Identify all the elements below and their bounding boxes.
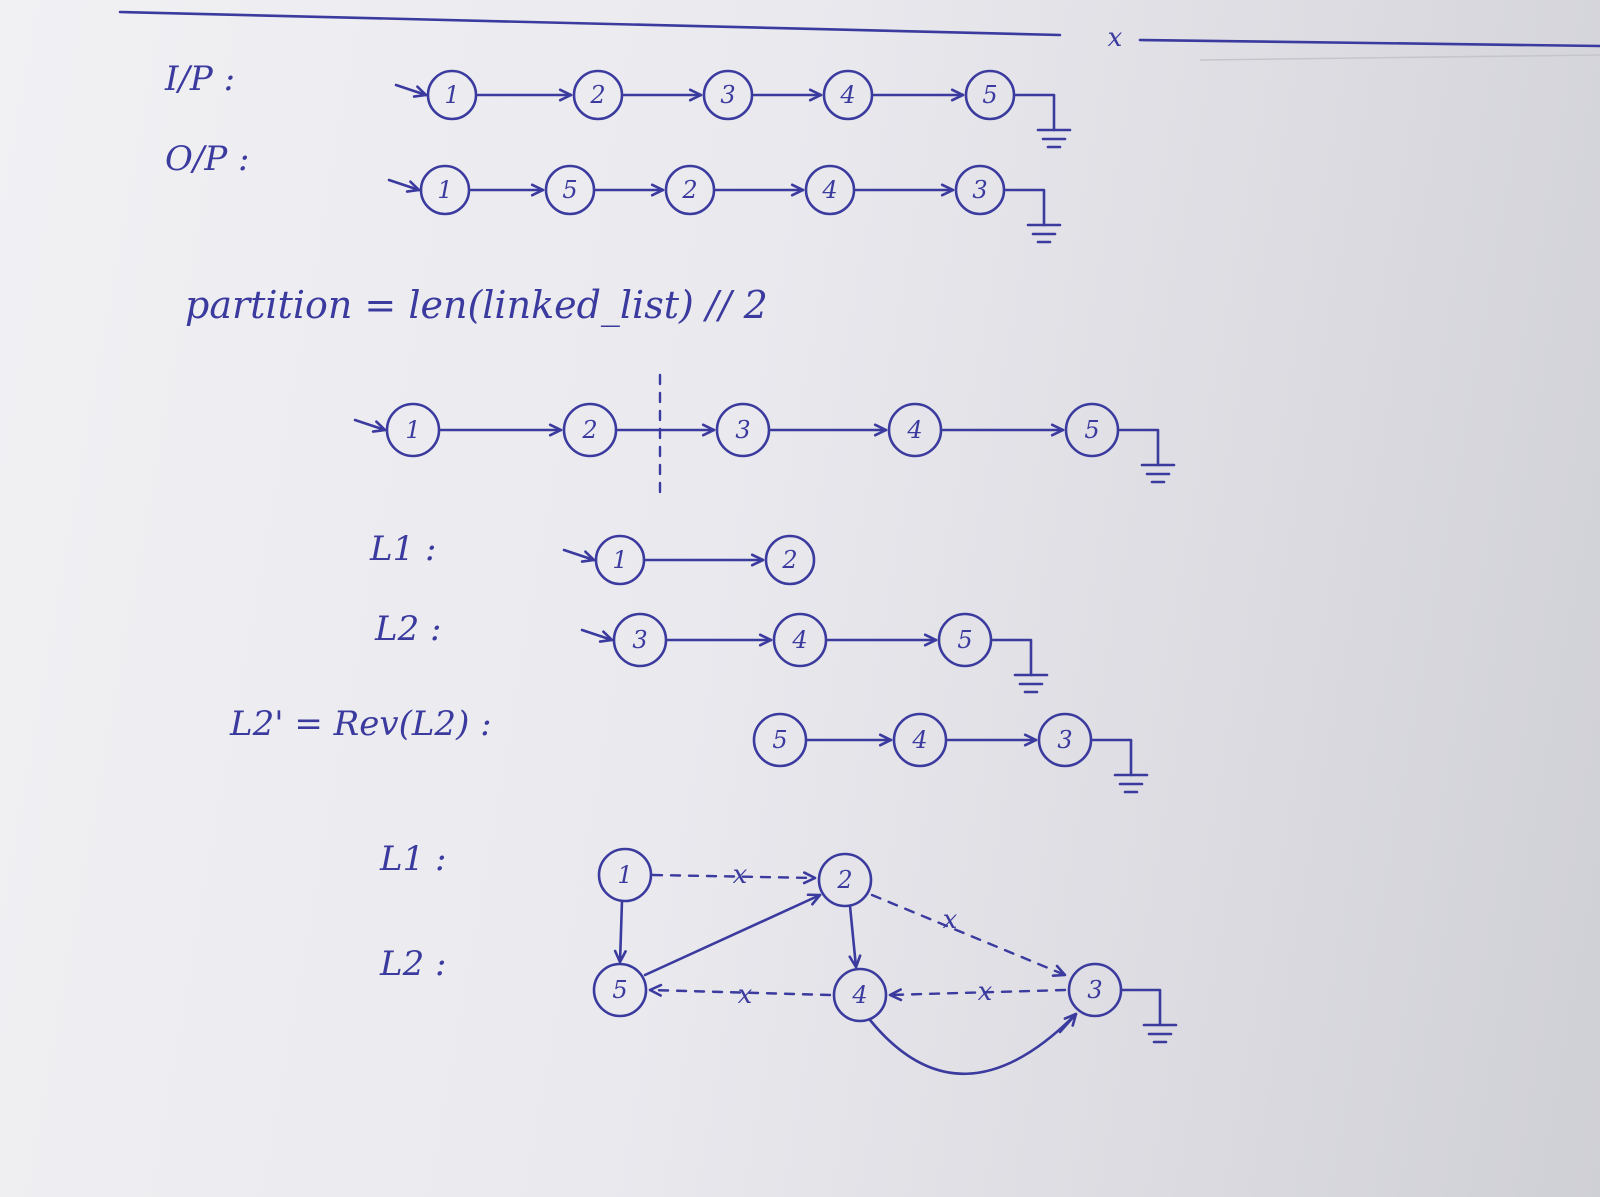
rev-node-4-label: 4 xyxy=(912,726,928,754)
rev-node-5-label: 5 xyxy=(772,726,788,754)
output-node-2-label: 2 xyxy=(682,176,698,204)
input-node-2-label: 2 xyxy=(590,81,606,109)
rev-null xyxy=(1093,740,1131,775)
output-node-3-label: 3 xyxy=(972,176,988,204)
merge-node-3-label: 3 xyxy=(1087,976,1103,1004)
output-node-4-label: 4 xyxy=(822,176,838,204)
rev-node-3-label: 3 xyxy=(1057,726,1073,754)
input-null xyxy=(1016,95,1054,130)
merge-link-5-2 xyxy=(645,895,820,975)
cut-mark-1: x xyxy=(942,905,958,935)
split-node-4-label: 4 xyxy=(907,416,923,444)
merge-link-4-3 xyxy=(870,1015,1075,1074)
merge-l2-label: L2 : xyxy=(380,944,447,984)
rev-label: L2' = Rev(L2) : xyxy=(230,704,492,744)
l1-label: L1 : xyxy=(370,529,437,569)
output-node-1-label: 1 xyxy=(437,176,453,204)
l1-node-2-label: 2 xyxy=(782,546,798,574)
output-label: O/P : xyxy=(165,139,250,179)
merge-l1-label: L1 : xyxy=(380,839,447,879)
cut-mark-2: x xyxy=(737,980,753,1010)
l2-node-5-label: 5 xyxy=(957,626,973,654)
top-rule xyxy=(120,12,1060,35)
input-node-3-label: 3 xyxy=(720,81,736,109)
input-label: I/P : xyxy=(165,59,236,99)
l2-node-3-label: 3 xyxy=(632,626,648,654)
merge-old-link-2-3 xyxy=(872,895,1065,975)
cut-mark-0: x xyxy=(732,860,748,890)
merge-null xyxy=(1122,990,1160,1025)
partition-formula: partition = len(linked_list) // 2 xyxy=(185,283,768,327)
l1-node-1-label: 1 xyxy=(612,546,628,574)
merge-diagram xyxy=(594,849,1176,1074)
split-node-3-label: 3 xyxy=(735,416,751,444)
input-node-5-label: 5 xyxy=(982,81,998,109)
top-x-mark: x xyxy=(1107,23,1123,53)
merge-node-1-label: 1 xyxy=(617,861,633,889)
linked-lists xyxy=(355,71,1174,792)
l2-label: L2 : xyxy=(375,609,442,649)
merge-node-4-label: 4 xyxy=(852,981,868,1009)
l2-null xyxy=(993,640,1031,675)
input-node-4-label: 4 xyxy=(840,81,856,109)
split-null xyxy=(1120,430,1158,465)
merge-node-5-label: 5 xyxy=(612,976,628,1004)
cut-mark-3: x xyxy=(977,977,993,1007)
split-node-2-label: 2 xyxy=(582,416,598,444)
output-null xyxy=(1006,190,1044,225)
output-node-5-label: 5 xyxy=(562,176,578,204)
top-rule-right xyxy=(1140,40,1600,46)
ghost-line xyxy=(1200,55,1600,60)
input-node-1-label: 1 xyxy=(444,81,460,109)
split-node-1-label: 1 xyxy=(405,416,421,444)
merge-link-1-5 xyxy=(620,901,622,962)
split-node-5-label: 5 xyxy=(1084,416,1100,444)
merge-node-2-label: 2 xyxy=(837,866,853,894)
l2-node-4-label: 4 xyxy=(792,626,808,654)
